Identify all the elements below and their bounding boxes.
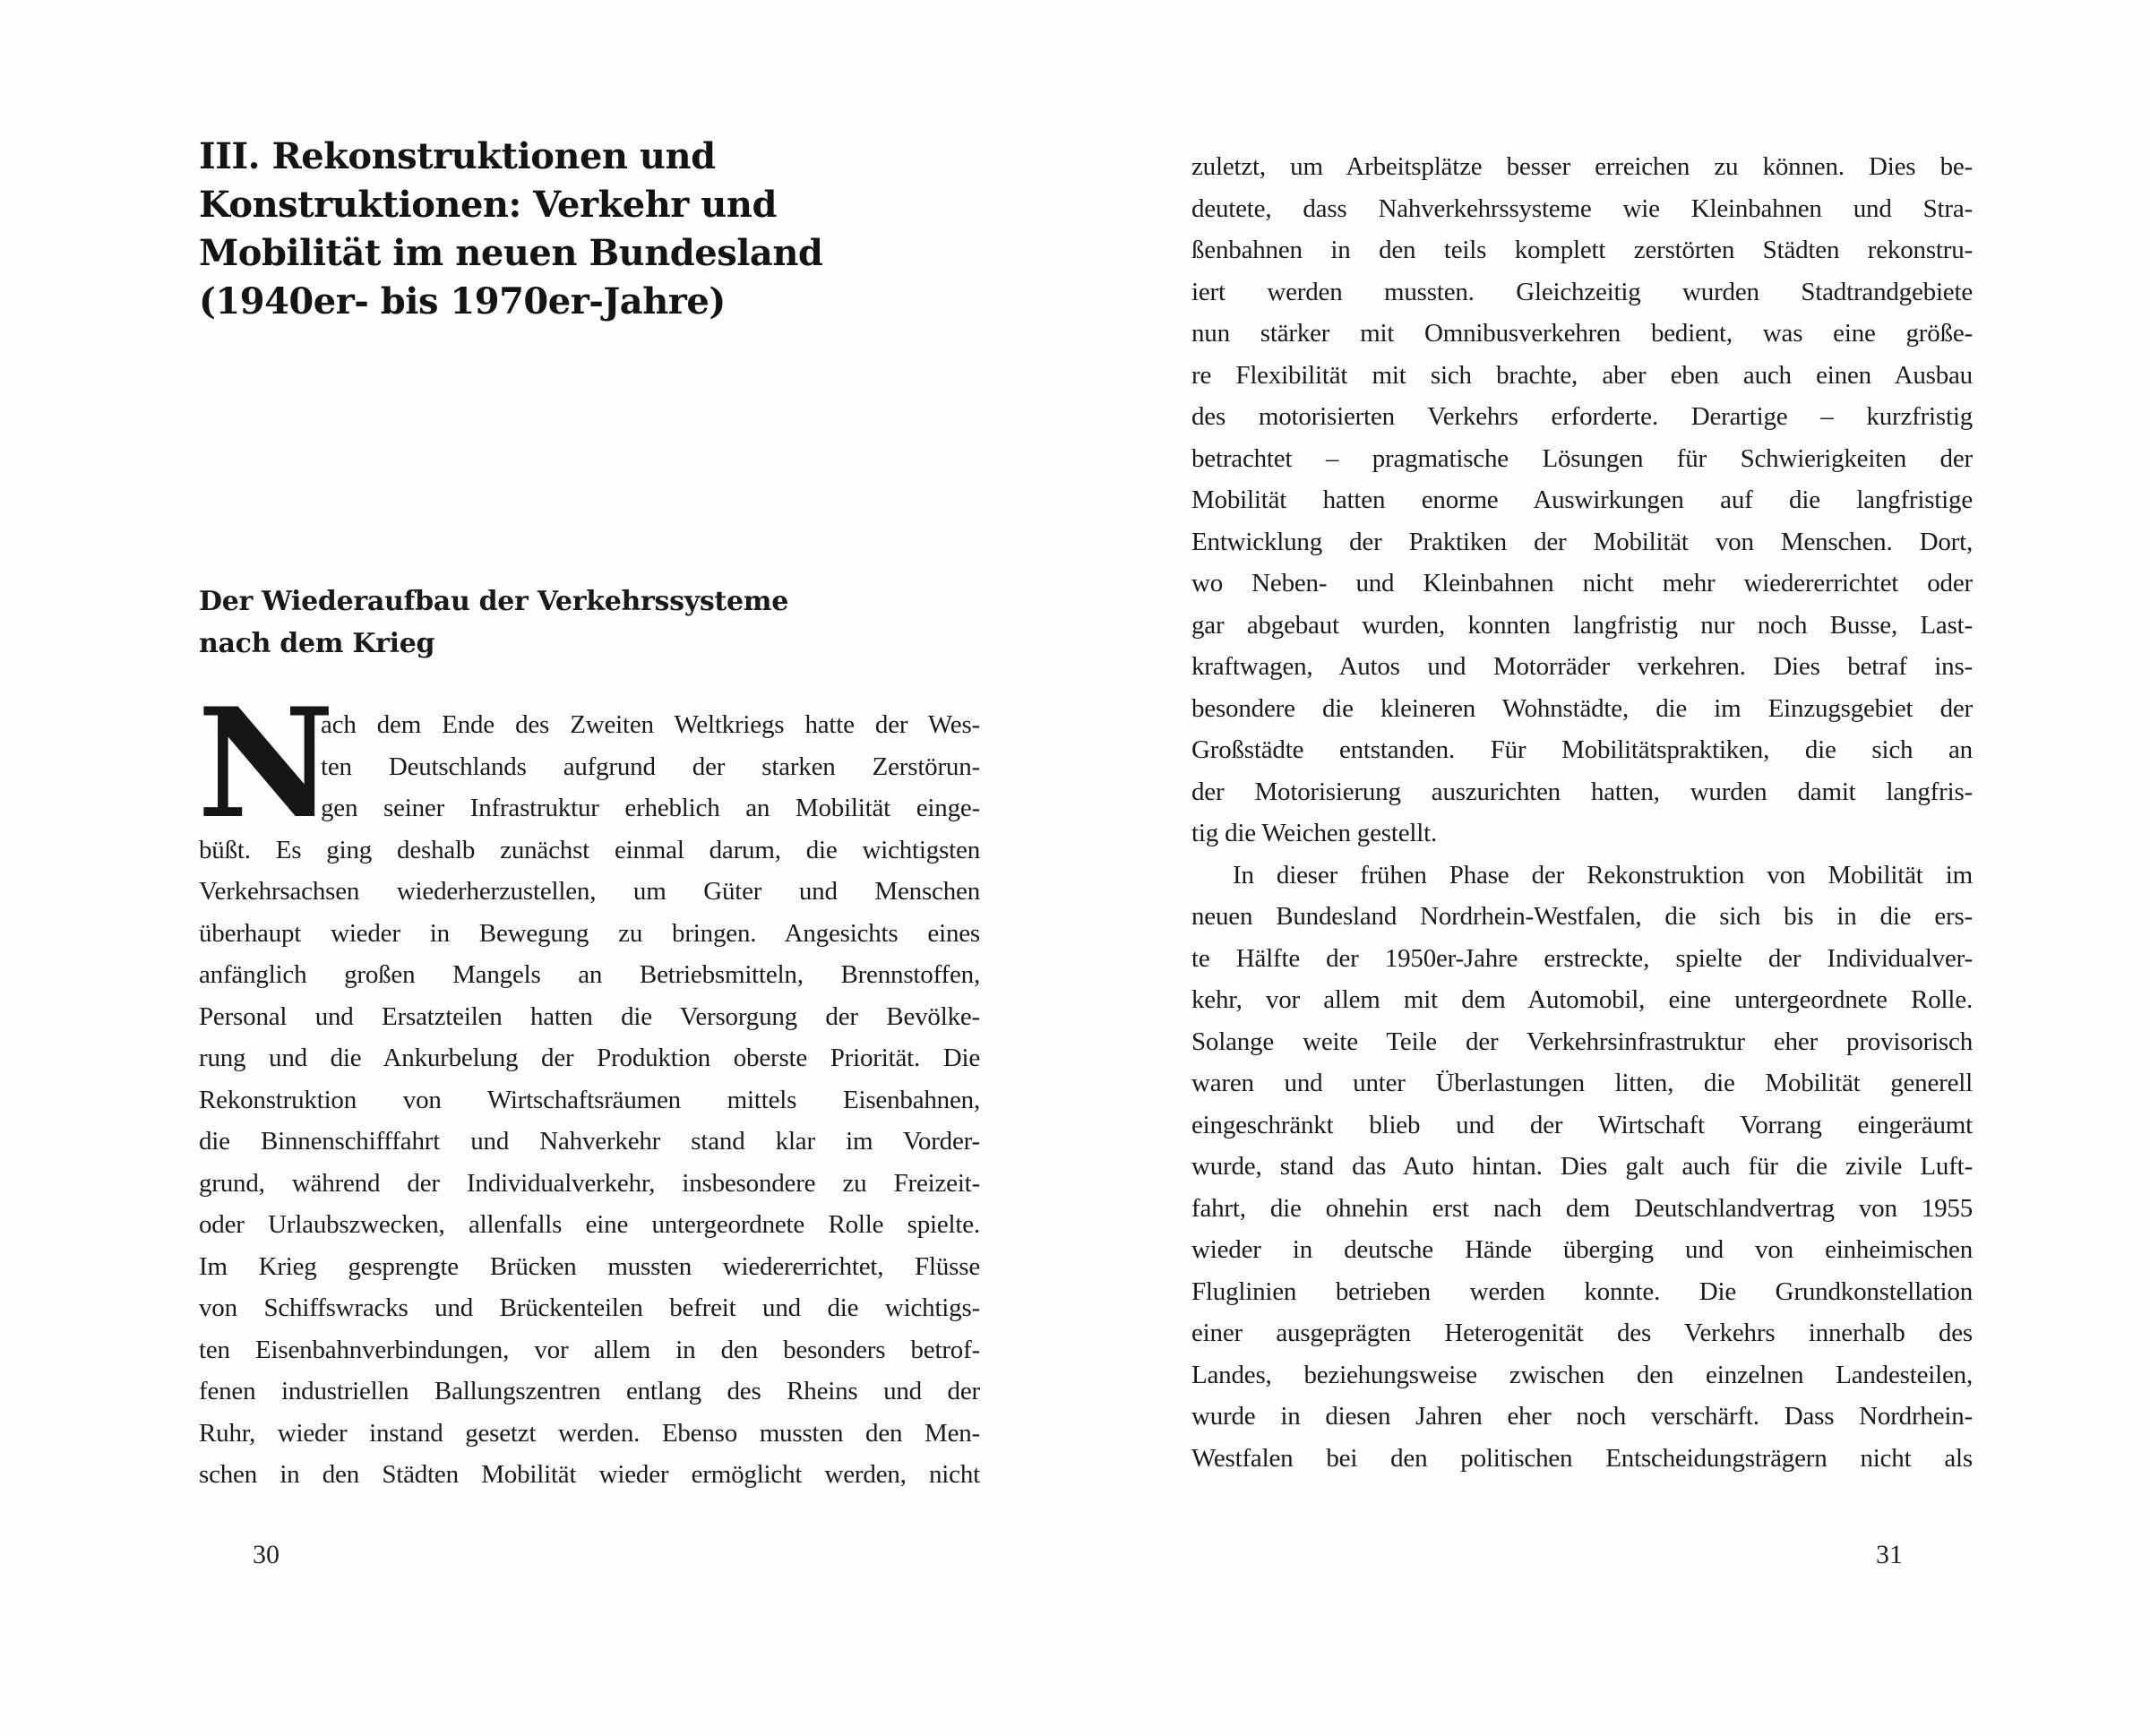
text-line: grund, während der Individualverkehr, insbesondere zu Freizeit-: [199, 1168, 980, 1198]
text-line: tig die Weichen gestellt.: [1191, 819, 1437, 847]
text-line: büßt. Es ging deshalb zunächst einmal darum, die wichtigsten: [199, 835, 980, 864]
text-line: ßenbahnen in den teils komplett zerstörten Städten rekonstru-: [1191, 236, 1973, 264]
text-line: fahrt, die ohnehin erst nach dem Deutschlandvertrag von 1955: [1191, 1193, 1973, 1223]
text-line: wo Neben- und Kleinbahnen nicht mehr wiedererrichtet oder: [1191, 569, 1973, 597]
text-line: Mobilität hatten enorme Auswirkungen auf die langfristige: [1191, 486, 1973, 514]
text-line: Großstädte entstanden. Für Mobilitätspraktiken, die sich an: [1191, 735, 1973, 764]
text-line: III. Rekonstruktionen und: [199, 135, 716, 177]
text-line: Westfalen bei den politischen Entscheidungsträgern nicht als: [1191, 1443, 1973, 1473]
text-line: Solange weite Teile der Verkehrsinfrastruktur eher provisorisch: [1191, 1027, 1973, 1056]
text-line: kraftwagen, Autos und Motorräder verkehren. Dies betraf ins-: [1191, 652, 1973, 681]
text-line: ten Deutschlands aufgrund der starken Zerstörun-: [321, 752, 980, 781]
text-line: des motorisierten Verkehrs erforderte. Derartige – kurzfristig: [1191, 402, 1973, 431]
dropcap-adjacent-lines: [321, 704, 980, 829]
text-line: Fluglinien betrieben werden konnte. Die Grundkonstellation: [1191, 1276, 1973, 1306]
text-line: Ruhr, wieder instand gesetzt werden. Ebenso mussten den Men-: [199, 1418, 980, 1448]
text-line: kehr, vor allem mit dem Automobil, eine untergeordnete Rolle.: [1191, 985, 1973, 1014]
left-page-body: [197, 675, 980, 1496]
text-line: nach dem Krieg: [199, 628, 435, 659]
text-line: nun stärker mit Omnibusverkehren bedient, was eine größe-: [1191, 319, 1973, 348]
text-line: neuen Bundesland Nordrhein-Westfalen, die sich bis in die ers-: [1191, 902, 1973, 931]
text-line: Verkehrsachsen wiederherzustellen, um Güter und Menschen: [199, 877, 980, 906]
text-line: (1940er- bis 1970er-Jahre): [199, 280, 726, 322]
text-line: Rekonstruktion von Wirtschaftsräumen mittels Eisenbahnen,: [199, 1085, 980, 1114]
text-line: iert werden mussten. Gleichzeitig wurden Stadtrandgebiete: [1191, 277, 1973, 306]
text-line: Der Wiederaufbau der Verkehrssysteme: [199, 586, 788, 617]
text-line: betrachtet – pragmatische Lösungen für Schwierigkeiten der: [1191, 443, 1973, 473]
text-line: wurde, stand das Auto hintan. Dies galt auch für die zivile Luft-: [1191, 1152, 1973, 1181]
text-line: re Flexibilität mit sich brachte, aber eben auch einen Ausbau: [1191, 360, 1973, 390]
text-line: te Hälfte der 1950er-Jahre erstreckte, spielte der Individualver-: [1191, 943, 1973, 973]
page-number-left: 30: [253, 1540, 280, 1569]
text-line: waren und unter Überlastungen litten, die Mobilität generell: [1191, 1069, 1973, 1097]
text-line: besondere die kleineren Wohnstädte, die im Einzugsgebiet der: [1191, 693, 1973, 723]
right-paragraph-2: [1191, 855, 1973, 1480]
text-line: der Motorisierung auszurichten hatten, wurden damit langfris-: [1191, 777, 1973, 806]
text-line: Konstruktionen: Verkehr und: [199, 184, 777, 226]
text-line: wieder in deutsche Hände überging und von einheimischen: [1191, 1235, 1973, 1264]
text-line: ach dem Ende des Zweiten Weltkriegs hatte der Wes-: [321, 710, 980, 739]
text-line: Personal und Ersatzteilen hatten die Versorgung der Bevölke-: [199, 1001, 980, 1031]
text-line: oder Urlaubszwecken, allenfalls eine untergeordnete Rolle spielte.: [199, 1210, 980, 1239]
text-line: wurde in diesen Jahren eher noch verschärft. Dass Nordrhein-: [1191, 1402, 1973, 1431]
text-line: gar abgebaut wurden, konnten langfristig nur noch Busse, Last-: [1191, 610, 1973, 640]
text-line: einer ausgeprägten Heterogenität des Verkehrs innerhalb des: [1191, 1319, 1973, 1347]
text-line: deutete, dass Nahverkehrssysteme wie Kleinbahnen und Stra-: [1191, 193, 1973, 223]
chapter-heading: [199, 133, 1050, 326]
left-body-lines: [199, 829, 980, 1496]
text-line: schen in den Städten Mobilität wieder ermöglicht werden, nicht: [199, 1460, 980, 1489]
text-line: eingeschränkt blieb und der Wirtschaft Vorrang eingeräumt: [1191, 1110, 1973, 1139]
text-line: In dieser frühen Phase der Rekonstruktion von Mobilität im: [1233, 860, 1973, 889]
right-paragraph-1: [1191, 146, 1973, 855]
text-line: überhaupt wieder in Bewegung zu bringen. Angesichts eines: [199, 918, 980, 948]
text-line: von Schiffswracks und Brückenteilen befreit und die wichtigs-: [199, 1293, 980, 1322]
text-line: ten Eisenbahnverbindungen, vor allem in den besonders betrof-: [199, 1335, 980, 1364]
text-line: Im Krieg gesprengte Brücken mussten wiedererrichtet, Flüsse: [199, 1251, 980, 1281]
section-subheading: [199, 580, 980, 665]
drop-cap-letter: N: [197, 675, 335, 852]
text-line: rung und die Ankurbelung der Produktion oberste Priorität. Die: [199, 1044, 980, 1072]
text-line: zuletzt, um Arbeitsplätze besser erreichen zu können. Dies be-: [1191, 152, 1973, 181]
right-page-body: [1191, 146, 1973, 1479]
text-line: gen seiner Infrastruktur erheblich an Mobilität einge-: [321, 794, 980, 822]
text-line: anfänglich großen Mangels an Betriebsmitteln, Brennstoffen,: [199, 960, 980, 989]
text-line: die Binnenschifffahrt und Nahverkehr stand klar im Vorder-: [199, 1127, 980, 1156]
text-line: fenen industriellen Ballungszentren entlang des Rheins und der: [199, 1377, 980, 1405]
page-number-right: 31: [1876, 1540, 1903, 1569]
text-line: Landes, beziehungsweise zwischen den einzelnen Landesteilen,: [1191, 1360, 1973, 1389]
text-line: Mobilität im neuen Bundesland: [199, 232, 823, 274]
text-line: Entwicklung der Praktiken der Mobilität von Menschen. Dort,: [1191, 527, 1973, 556]
